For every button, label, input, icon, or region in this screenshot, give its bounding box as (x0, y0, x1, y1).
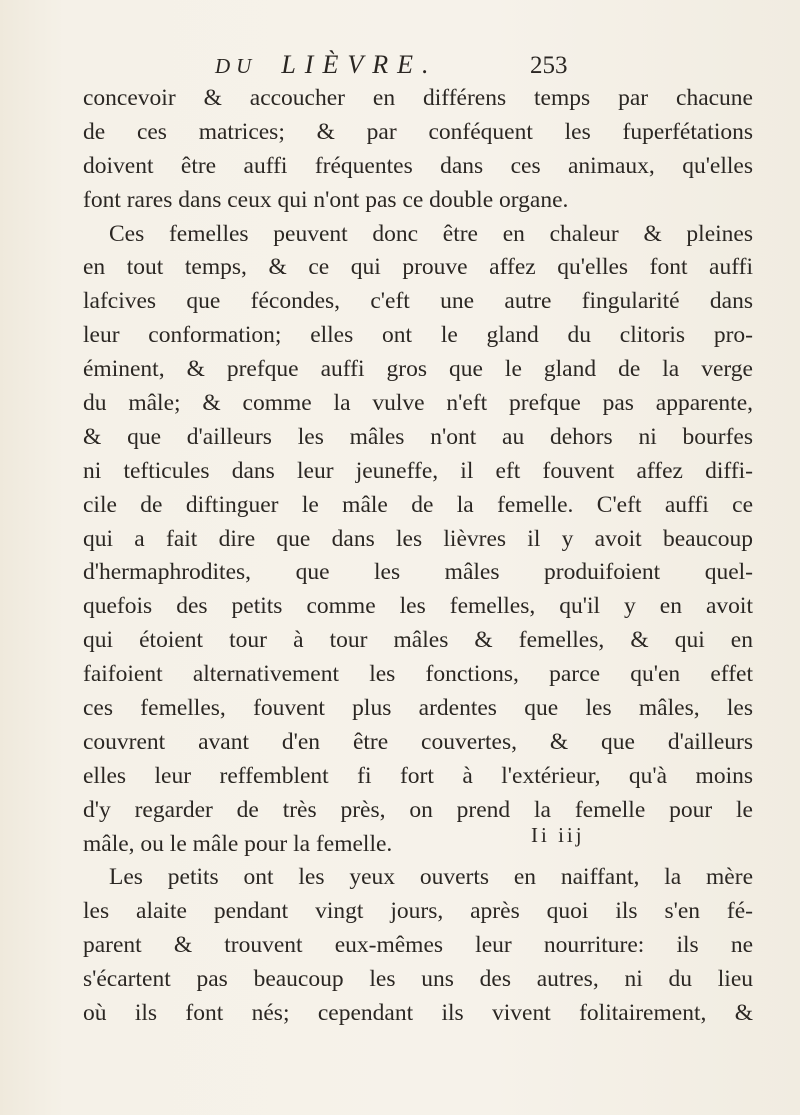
text-line: concevoir & accoucher en différens temps par chacune (83, 85, 753, 111)
text-line: qui étoient tour à tour mâles & femelles, & qui en (83, 627, 753, 654)
text-line: mâle, ou le mâle pour la femelle. (83, 830, 393, 857)
text-line: où ils font nés; cependant ils vivent folitairement, & (83, 1000, 753, 1027)
text-line: quefois des petits comme les femelles, qu'il y en avoit (83, 593, 753, 620)
running-head-title: LIÈVRE. (281, 50, 438, 79)
page-number: 253 (530, 52, 568, 79)
text-line: Les petits ont les yeux ouverts en naiffant, la mère (109, 864, 753, 891)
text-line: elles leur reffemblent fi fort à l'extérieur, qu'à moins (83, 762, 753, 789)
text-line: parent & trouvent eux-mêmes leur nourriture: ils ne (83, 932, 753, 959)
text-line: doivent être auffi fréquentes dans ces animaux, qu'elles (83, 152, 753, 179)
running-head (215, 50, 438, 80)
text-line: faifoient alternativement les fonctions, parce qu'en effet (83, 661, 753, 688)
text-line: qui a fait dire que dans les lièvres il y avoit beaucoup (83, 525, 753, 552)
text-line: d'y regarder de très près, on prend la femelle pour le (83, 796, 753, 823)
text-line: éminent, & prefque auffi gros que le gland de la verge (83, 356, 753, 383)
body-text (83, 82, 753, 1031)
text-line: de ces matrices; & par conféquent les fuperfétations (83, 118, 753, 145)
text-line: leur conformation; elles ont le gland du clitoris pro- (83, 322, 753, 349)
text-line: font rares dans ceux qui n'ont pas ce double organe. (83, 186, 569, 213)
text-line: du mâle; & comme la vulve n'eft prefque pas apparente, (83, 390, 753, 417)
running-head-du: DU (215, 54, 258, 78)
text-line: d'hermaphrodites, que les mâles produifoient quel- (83, 559, 753, 586)
signature-mark: Ii iij (531, 823, 585, 847)
text-line: en tout temps, & ce qui prouve affez qu'elles font auffi (83, 254, 753, 281)
text-line: & que d'ailleurs les mâles n'ont au dehors ni bourfes (83, 423, 753, 450)
text-line: ces femelles, fouvent plus ardentes que les mâles, les (83, 695, 753, 722)
text-line: les alaite pendant vingt jours, après quoi ils s'en fé- (83, 898, 753, 925)
text-line: Ces femelles peuvent donc être en chaleur & pleines (109, 220, 753, 247)
text-line: ni tefticules dans leur jeuneffe, il eft fouvent affez diffi- (83, 457, 753, 484)
text-line: s'écartent pas beaucoup les uns des autres, ni du lieu (83, 966, 753, 993)
text-line: couvrent avant d'en être couvertes, & que d'ailleurs (83, 728, 753, 755)
text-line: cile de diftinguer le mâle de la femelle. C'eft auffi ce (83, 491, 753, 518)
text-line: lafcives que fécondes, c'eft une autre fingularité dans (83, 288, 753, 315)
